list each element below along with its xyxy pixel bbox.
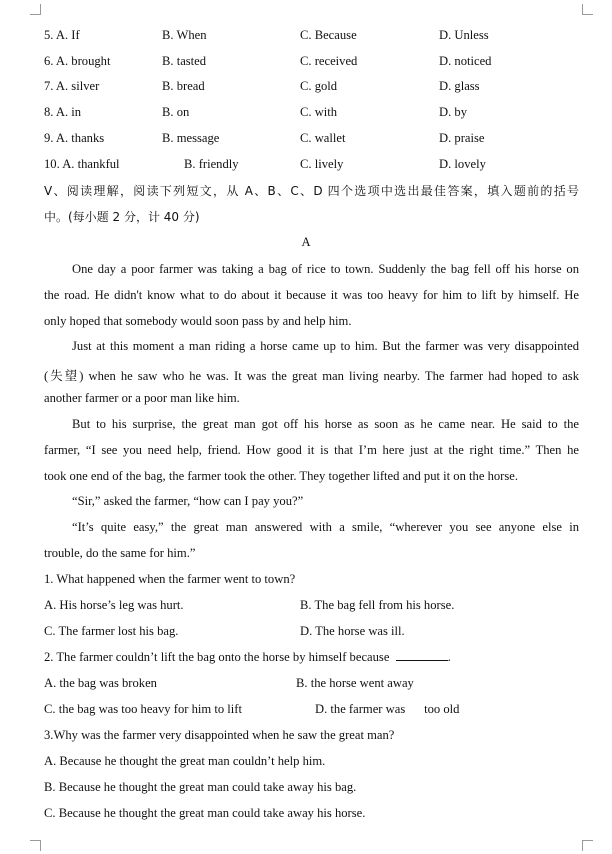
option-c: C. Because: [300, 28, 357, 42]
option-b: B. friendly: [184, 157, 239, 171]
option-d: D. lovely: [439, 157, 486, 171]
option-c: C. received: [300, 54, 358, 68]
answer-options-row: [44, 624, 584, 642]
answer-option-b: B. The bag fell from his horse.: [300, 598, 455, 612]
option-d: D. by: [439, 105, 467, 119]
question-stem: 3.Why was the farmer very disappointed when he saw the great man?: [44, 728, 395, 742]
option-a: 5. A. If: [44, 28, 80, 42]
answer-option-c: C. the bag was too heavy for him to lift: [44, 702, 242, 716]
option-b: B. tasted: [162, 54, 207, 68]
answer-option-d: D. the farmer was too old: [315, 702, 460, 716]
question-stem: 1. What happened when the farmer went to town?: [44, 572, 296, 586]
option-d: D. glass: [439, 79, 480, 93]
question-stem: [44, 650, 579, 665]
crop-mark-top-right: [582, 4, 593, 15]
answer-option-c: C. Because he thought the great man could take away his horse.: [44, 806, 366, 820]
option-b: B. message: [162, 131, 220, 145]
answer-options-row: [44, 598, 584, 616]
cloze-options-row: [44, 28, 584, 46]
option-c: C. lively: [300, 157, 344, 171]
passage-line: trouble, do the same for him.”: [44, 546, 196, 560]
passage-line: One day a poor farmer was taking a bag of rice to town. Suddenly the bag fell off his horse on: [72, 262, 579, 276]
passage-title: A: [301, 235, 311, 249]
passage-line: “It’s quite easy,” the great man answered with a smile, “wherever you see anyone else in: [72, 520, 579, 534]
passage-line: (失望) when he saw who he was. It was the great man living nearby. The farmer had hoped to ask: [44, 369, 579, 383]
passage-line: “Sir,” asked the farmer, “how can I pay you?”: [72, 494, 304, 508]
option-a: 9. A. thanks: [44, 131, 105, 145]
section-heading-cont: 中。(每小题 2 分，计 40 分): [44, 210, 200, 224]
answer-option-a: A. His horse’s leg was hurt.: [44, 598, 184, 612]
answer-option-d: D. The horse was ill.: [300, 624, 405, 638]
option-a: 10. A. thankful: [44, 157, 120, 171]
cloze-options-row: [44, 105, 584, 123]
passage-line: took one end of the bag, the farmer took the other. They together lifted and put it on the horse.: [44, 469, 518, 483]
crop-mark-top-left: [30, 4, 41, 15]
answer-option-a: A. the bag was broken: [44, 676, 157, 690]
passage-line: another farmer or a poor man like him.: [44, 391, 240, 405]
option-c: C. wallet: [300, 131, 346, 145]
crop-mark-bottom-right: [582, 840, 593, 851]
cloze-options-row: [44, 79, 584, 97]
option-a: 7. A. silver: [44, 79, 100, 93]
answer-options-row: [44, 702, 584, 720]
answer-options-row: [44, 676, 584, 694]
option-b: B. When: [162, 28, 207, 42]
option-c: C. with: [300, 105, 338, 119]
passage-line: only hoped that somebody would soon pass by and help him.: [44, 314, 352, 328]
cloze-options-row: [44, 54, 584, 72]
option-d: D. noticed: [439, 54, 492, 68]
cloze-options-row: [44, 157, 584, 175]
option-d: D. Unless: [439, 28, 489, 42]
option-b: B. bread: [162, 79, 205, 93]
question-stem-end: .: [447, 650, 451, 664]
passage-line: But to his surprise, the great man got off his horse as soon as he came near. He said to the: [72, 417, 579, 431]
option-b: B. on: [162, 105, 190, 119]
option-d: D. praise: [439, 131, 485, 145]
passage-line: Just at this moment a man riding a horse came up to him. But the farmer was very disappointed: [72, 339, 579, 353]
answer-option-b: B. the horse went away: [296, 676, 414, 690]
option-a: 6. A. brought: [44, 54, 111, 68]
cloze-options-row: [44, 131, 584, 149]
option-a: 8. A. in: [44, 105, 82, 119]
crop-mark-bottom-left: [30, 840, 41, 851]
option-c: C. gold: [300, 79, 338, 93]
answer-option-a: A. Because he thought the great man couldn’t help him.: [44, 754, 326, 768]
passage-line: the road. He didn't know what to do about it because it was too heavy for him to lift by himself. He: [44, 288, 579, 302]
question-stem-text: 2. The farmer couldn’t lift the bag onto the horse by himself because: [44, 650, 390, 664]
passage-line: farmer, “I see you need help, friend. How good it is that I’m here just at the right time.” Then he: [44, 443, 579, 457]
section-heading: Ⅴ、阅读理解，阅读下列短文，从 A、B、C、D 四个选项中选出最佳答案，填入题前的括号: [44, 184, 579, 198]
answer-option-c: C. The farmer lost his bag.: [44, 624, 179, 638]
answer-blank: [396, 660, 448, 661]
answer-option-b: B. Because he thought the great man could take away his bag.: [44, 780, 357, 794]
